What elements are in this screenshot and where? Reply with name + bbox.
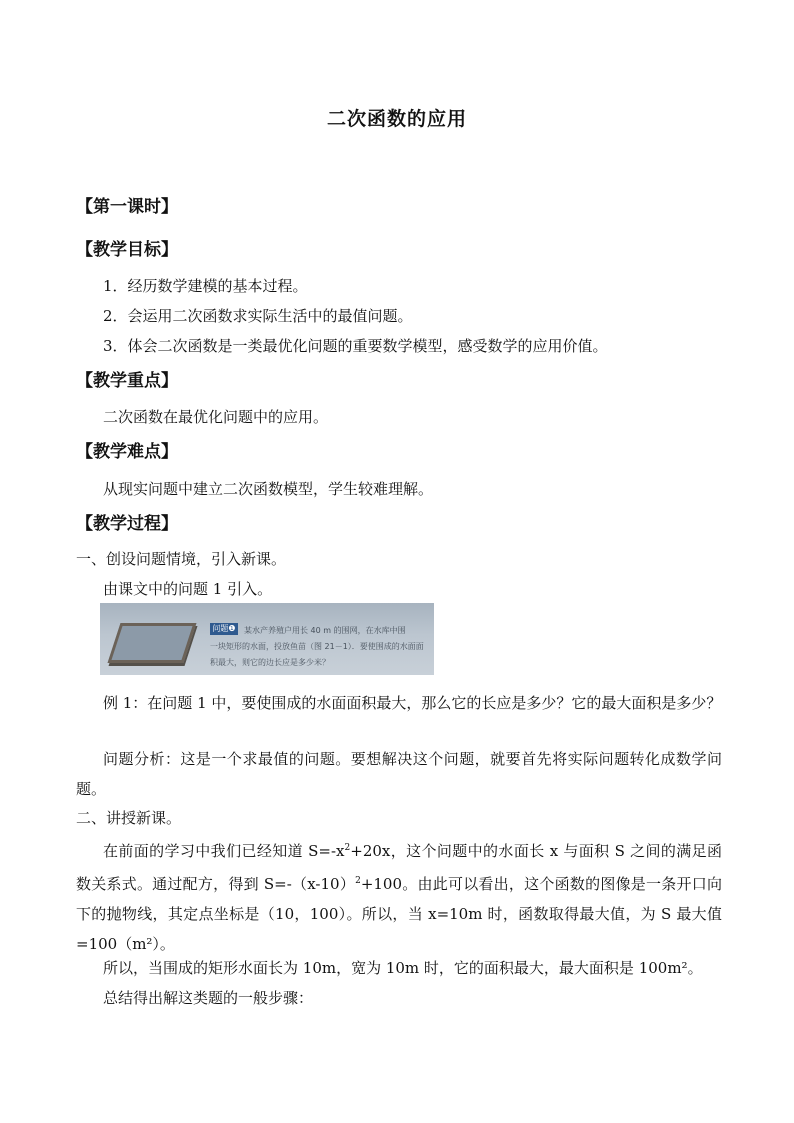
exponent-1: 2 [344, 843, 351, 853]
key-point-text: 二次函数在最优化问题中的应用。 [103, 408, 329, 426]
process-heading: 【教学过程】 [76, 514, 178, 534]
goal-item-3: 3．体会二次函数是一类最优化问题的重要数学模型，感受数学的应用价值。 [103, 337, 608, 355]
photo-text-line3: 积最大，则它的边长应是多少米？ [210, 658, 330, 667]
problem-analysis: 问题分析：这是一个求最值的问题。要想解决这个问题，就要首先将实际问题转化成数学问题。 [76, 750, 722, 798]
goals-heading: 【教学目标】 [76, 240, 178, 260]
lecture-paragraph [76, 833, 722, 959]
net-pen-illustration [108, 623, 197, 663]
process-intro: 由课文中的问题 1 引入。 [103, 580, 273, 598]
lecture-text-c: +100。由此可以看出，这个函数的图像是一条开口向下的抛物线，其定点坐标是（10，100）。所以，当 x=10m 时，函数取得最大值，为 S 最大值=100（m²）。 [76, 875, 722, 953]
goal-item-1: 1．经历数学建模的基本过程。 [103, 277, 308, 295]
photo-text-line1: 某水产养殖户用长 40 m 的围网，在水库中围 [244, 626, 406, 635]
goal-item-2: 2．会运用二次函数求实际生活中的最值问题。 [103, 307, 413, 325]
photo-text-line2: 一块矩形的水面，投放鱼苗（图 21－1）．要使围成的水面面 [210, 642, 424, 651]
difficulty-text: 从现实问题中建立二次函数模型，学生较难理解。 [103, 480, 434, 498]
exponent-2: 2 [355, 876, 361, 886]
conclusion-text: 所以，当围成的矩形水面长为 10m，宽为 10m 时，它的面积最大，最大面积是 100m²。 [103, 959, 703, 977]
example-1: 例 1：在问题 1 中，要使围成的水面面积最大，那么它的长应是多少？它的最大面积是多少？ [103, 694, 722, 712]
difficulty-heading: 【教学难点】 [76, 442, 178, 462]
lecture-text-b: +20x，这个问题中的水面长 x 与面积 S 之间的满足函数关系式。通过配方，得到 S=-（x-10） [76, 842, 722, 893]
summary-text: 总结得出解这类题的一般步骤： [103, 989, 314, 1007]
lecture-text-a: 在前面的学习中我们已经知道 S=-x [103, 842, 345, 860]
process-part2: 二、讲授新课。 [76, 809, 182, 827]
lesson-heading: 【第一课时】 [76, 197, 178, 217]
page-title: 二次函数的应用 [326, 108, 467, 130]
problem-tag: 问题❶ [210, 623, 238, 635]
process-part1: 一、创设问题情境，引入新课。 [76, 550, 287, 568]
key-point-heading: 【教学重点】 [76, 371, 178, 391]
textbook-photo [100, 603, 434, 675]
